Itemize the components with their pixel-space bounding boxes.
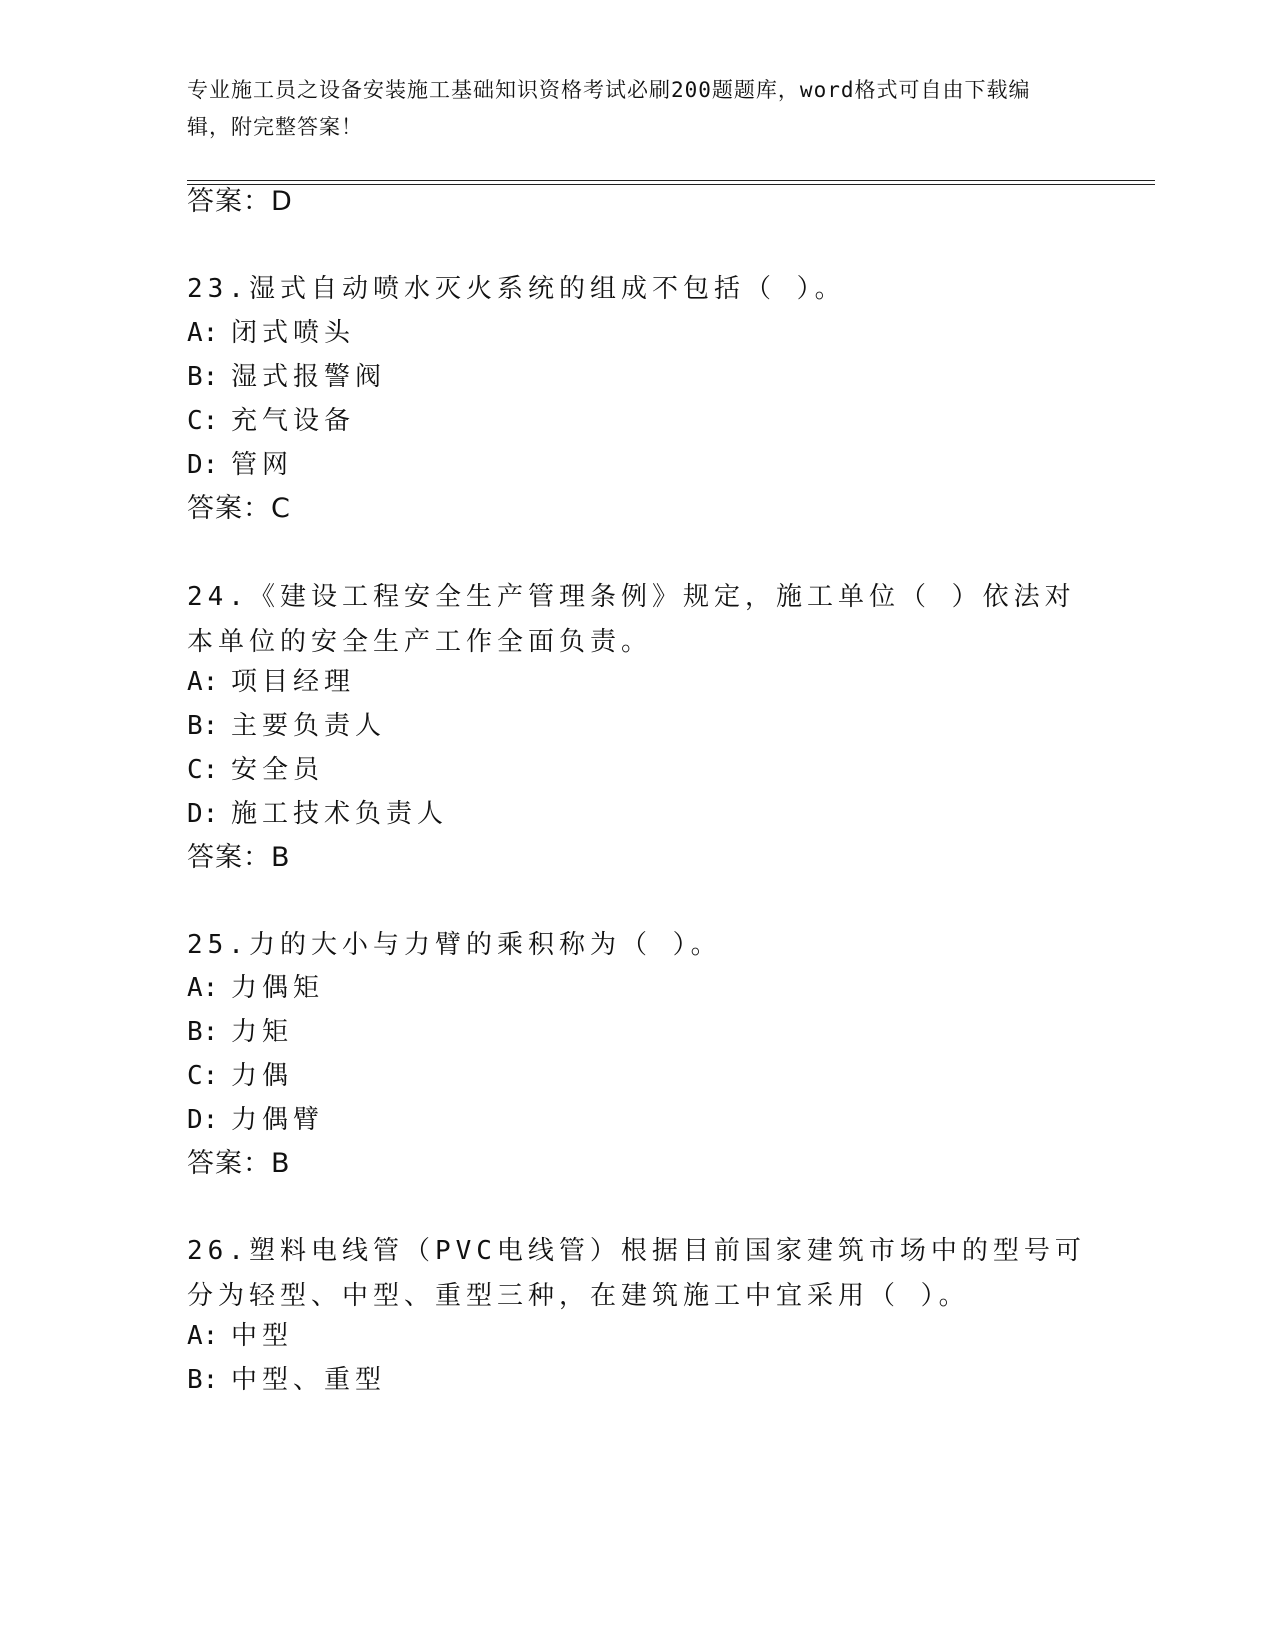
answer-value: D xyxy=(271,186,293,217)
option-letter: A: xyxy=(187,667,219,697)
document-header: 专业施工员之设备安装施工基础知识资格考试必刷200题题库，word格式可自由下载编辑，附完整答案！ xyxy=(187,78,1031,139)
option-24-c xyxy=(187,752,324,788)
option-text: 主要负责人 xyxy=(231,711,387,741)
answer-value: B xyxy=(271,842,291,873)
option-23-d xyxy=(187,447,293,483)
option-25-d xyxy=(187,1102,324,1138)
option-letter: A: xyxy=(187,973,219,1003)
option-text: 管网 xyxy=(231,450,294,480)
option-24-b xyxy=(187,708,386,744)
question-23: 23.湿式自动喷水灭火系统的组成不包括（ ）。 xyxy=(187,274,846,304)
answer-label: 答案： xyxy=(187,842,271,873)
option-letter: B: xyxy=(187,1017,219,1047)
option-letter: B: xyxy=(187,711,219,741)
question-25: 25.力的大小与力臂的乘积称为（ ）。 xyxy=(187,930,722,960)
option-26-a xyxy=(187,1318,293,1354)
option-letter: B: xyxy=(187,362,219,392)
option-26-b xyxy=(187,1362,386,1398)
answer-label: 答案： xyxy=(187,493,271,524)
option-23-b xyxy=(187,359,386,395)
question-26: 26.塑料电线管（PVC电线管）根据目前国家建筑市场中的型号可分为轻型、中型、重型三种，在建筑施工中宜采用（ ）。 xyxy=(187,1236,1086,1311)
option-letter: D: xyxy=(187,799,219,829)
option-letter: D: xyxy=(187,450,219,480)
option-letter: B: xyxy=(187,1365,219,1395)
question-24: 24.《建设工程安全生产管理条例》规定，施工单位（ ）依法对本单位的安全生产工作全面负责。 xyxy=(187,582,1076,657)
option-text: 安全员 xyxy=(231,755,325,785)
option-text: 力偶矩 xyxy=(231,973,325,1003)
option-text: 力矩 xyxy=(231,1017,294,1047)
answer-label: 答案： xyxy=(187,1148,271,1179)
answer-value: B xyxy=(271,1148,291,1179)
answer-label: 答案： xyxy=(187,186,271,217)
option-letter: D: xyxy=(187,1105,219,1135)
option-24-d xyxy=(187,796,448,832)
option-letter: C: xyxy=(187,1061,219,1091)
option-23-c xyxy=(187,403,355,439)
option-24-a xyxy=(187,664,355,700)
option-text: 中型、重型 xyxy=(231,1365,387,1395)
option-23-a xyxy=(187,315,355,351)
answer-line xyxy=(187,491,291,527)
answer-value: C xyxy=(271,493,291,524)
answer-line xyxy=(187,1146,291,1182)
option-letter: A: xyxy=(187,1321,219,1351)
header-divider xyxy=(187,180,1155,185)
option-text: 充气设备 xyxy=(231,406,356,436)
option-text: 项目经理 xyxy=(231,667,356,697)
option-letter: C: xyxy=(187,755,219,785)
option-letter: C: xyxy=(187,406,219,436)
option-text: 力偶臂 xyxy=(231,1105,325,1135)
answer-line xyxy=(187,184,293,220)
option-25-b xyxy=(187,1014,293,1050)
option-text: 闭式喷头 xyxy=(231,318,356,348)
option-text: 力偶 xyxy=(231,1061,294,1091)
option-25-c xyxy=(187,1058,293,1094)
option-letter: A: xyxy=(187,318,219,348)
option-text: 施工技术负责人 xyxy=(231,799,449,829)
option-25-a xyxy=(187,970,324,1006)
answer-line xyxy=(187,840,291,876)
option-text: 中型 xyxy=(231,1321,294,1351)
option-text: 湿式报警阀 xyxy=(231,362,387,392)
